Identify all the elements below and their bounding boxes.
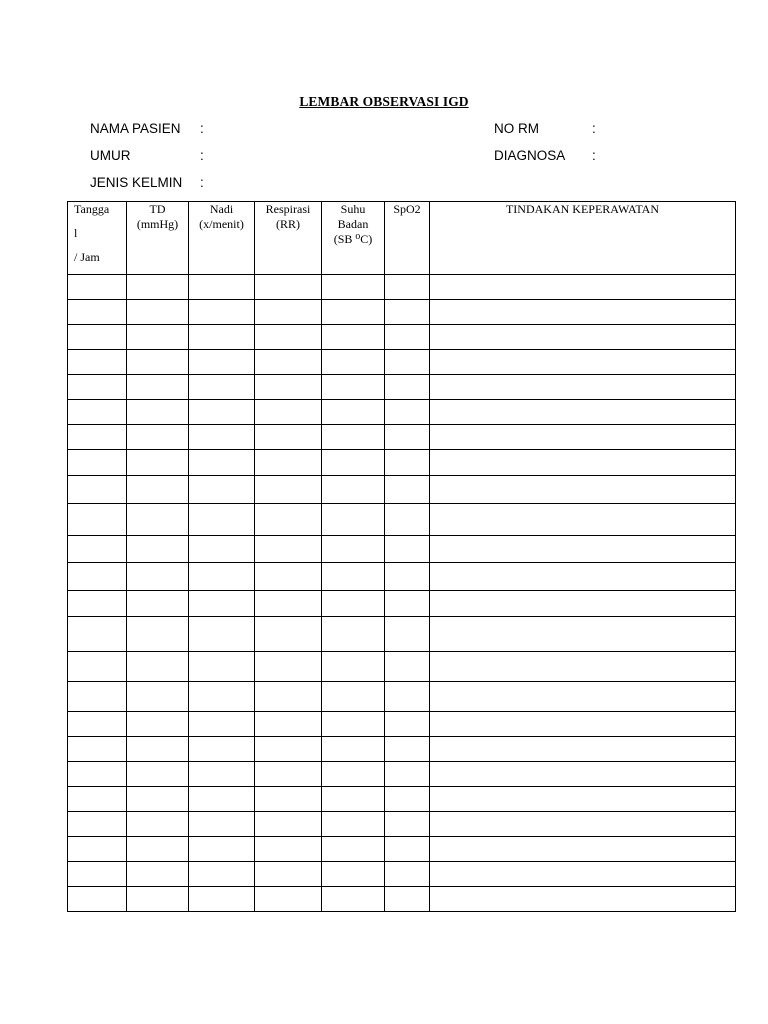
table-cell[interactable] (385, 536, 430, 563)
table-row (68, 350, 736, 375)
table-cell[interactable] (385, 862, 430, 887)
field-label: DIAGNOSA (494, 148, 566, 163)
table-row (68, 375, 736, 400)
table-cell[interactable] (255, 862, 322, 887)
table-cell[interactable] (322, 375, 385, 400)
table-row (68, 762, 736, 787)
table-cell[interactable] (430, 504, 736, 536)
observation-table (67, 201, 736, 912)
table-row (68, 425, 736, 450)
table-row (68, 275, 736, 300)
table-row (68, 536, 736, 563)
table-cell[interactable] (127, 563, 189, 591)
table-cell[interactable] (430, 325, 736, 350)
table-cell[interactable] (322, 787, 385, 812)
field-label: NO RM (494, 121, 539, 136)
table-cell[interactable] (255, 450, 322, 476)
header-text: Suhu (340, 202, 366, 216)
table-cell[interactable] (127, 375, 189, 400)
table-cell[interactable] (189, 887, 255, 912)
table-cell[interactable] (255, 762, 322, 787)
table-cell[interactable] (127, 591, 189, 617)
header-text: (mmHg) (136, 217, 179, 231)
table-cell[interactable] (430, 737, 736, 762)
table-cell[interactable] (127, 787, 189, 812)
field-label: UMUR (90, 148, 131, 163)
table-cell[interactable] (189, 450, 255, 476)
table-cell[interactable] (430, 887, 736, 912)
table-row (68, 504, 736, 536)
table-row (68, 617, 736, 652)
table-cell[interactable] (322, 862, 385, 887)
table-cell[interactable] (189, 682, 255, 712)
header-text: Nadi (209, 202, 234, 216)
table-cell[interactable] (127, 275, 189, 300)
table-cell[interactable] (189, 300, 255, 325)
table-cell[interactable] (255, 325, 322, 350)
table-cell[interactable] (189, 737, 255, 762)
table-row (68, 737, 736, 762)
table-cell[interactable] (127, 350, 189, 375)
table-cell[interactable] (430, 476, 736, 504)
table-cell[interactable] (322, 737, 385, 762)
table-cell[interactable] (68, 812, 127, 837)
table-cell[interactable] (430, 350, 736, 375)
table-cell[interactable] (430, 450, 736, 476)
table-cell[interactable] (385, 682, 430, 712)
table-row (68, 450, 736, 476)
table-cell[interactable] (189, 862, 255, 887)
table-cell[interactable] (322, 350, 385, 375)
table-cell[interactable] (189, 812, 255, 837)
table-row (68, 591, 736, 617)
table-cell[interactable] (68, 563, 127, 591)
table-row (68, 325, 736, 350)
table-cell[interactable] (255, 275, 322, 300)
table-cell[interactable] (430, 536, 736, 563)
table-cell[interactable] (189, 652, 255, 682)
table-cell[interactable] (68, 887, 127, 912)
table-cell[interactable] (430, 652, 736, 682)
table-cell[interactable] (322, 812, 385, 837)
table-cell[interactable] (385, 504, 430, 536)
table-cell[interactable] (68, 536, 127, 563)
table-cell[interactable] (322, 450, 385, 476)
table-cell[interactable] (322, 536, 385, 563)
header-tanggal-jam (68, 202, 127, 275)
table-cell[interactable] (255, 400, 322, 425)
table-cell[interactable] (322, 617, 385, 652)
table-cell[interactable] (189, 591, 255, 617)
table-cell[interactable] (189, 375, 255, 400)
table-cell[interactable] (189, 536, 255, 563)
table-cell[interactable] (385, 837, 430, 862)
table-cell[interactable] (385, 450, 430, 476)
table-cell[interactable] (68, 591, 127, 617)
table-row (68, 400, 736, 425)
table-row (68, 300, 736, 325)
table-cell[interactable] (127, 812, 189, 837)
table-cell[interactable] (127, 887, 189, 912)
table-cell[interactable] (430, 712, 736, 737)
table-cell[interactable] (68, 837, 127, 862)
table-cell[interactable] (430, 300, 736, 325)
table-cell[interactable] (430, 787, 736, 812)
table-cell[interactable] (385, 591, 430, 617)
table-cell[interactable] (189, 350, 255, 375)
table-cell[interactable] (68, 737, 127, 762)
table-cell[interactable] (430, 563, 736, 591)
table-row (68, 812, 736, 837)
table-cell[interactable] (255, 652, 322, 682)
table-cell[interactable] (385, 712, 430, 737)
table-cell[interactable] (385, 652, 430, 682)
table-body (68, 275, 736, 912)
table-cell[interactable] (385, 476, 430, 504)
table-cell[interactable] (68, 617, 127, 652)
header-tindakan-keperawatan (430, 202, 736, 275)
table-row (68, 862, 736, 887)
table-cell[interactable] (189, 617, 255, 652)
table-cell[interactable] (255, 712, 322, 737)
table-cell[interactable] (385, 400, 430, 425)
table-cell[interactable] (255, 887, 322, 912)
table-cell[interactable] (385, 617, 430, 652)
table-cell[interactable] (127, 536, 189, 563)
table-row (68, 712, 736, 737)
table-cell[interactable] (189, 787, 255, 812)
table-cell[interactable] (385, 762, 430, 787)
table-cell[interactable] (430, 682, 736, 712)
table-cell[interactable] (127, 476, 189, 504)
header-text: (x/menit) (199, 217, 244, 231)
table-cell[interactable] (430, 591, 736, 617)
table-cell[interactable] (255, 563, 322, 591)
table-cell[interactable] (68, 375, 127, 400)
table-cell[interactable] (255, 591, 322, 617)
table-cell[interactable] (385, 737, 430, 762)
table-cell[interactable] (322, 275, 385, 300)
field-label: JENIS KELMIN (90, 175, 183, 190)
table-cell[interactable] (68, 275, 127, 300)
table-cell[interactable] (68, 862, 127, 887)
table-cell[interactable] (322, 682, 385, 712)
table-cell[interactable] (127, 652, 189, 682)
table-cell[interactable] (127, 450, 189, 476)
table-cell[interactable] (68, 350, 127, 375)
table-cell[interactable] (255, 375, 322, 400)
table-cell[interactable] (322, 325, 385, 350)
table-cell[interactable] (189, 476, 255, 504)
table-cell[interactable] (430, 812, 736, 837)
table-cell[interactable] (68, 425, 127, 450)
table-row (68, 787, 736, 812)
field-colon: : (592, 121, 596, 136)
table-cell[interactable] (430, 275, 736, 300)
field-label: NAMA PASIEN (90, 121, 181, 136)
header-text: SpO2 (393, 202, 421, 216)
table-cell[interactable] (385, 350, 430, 375)
field-colon: : (200, 175, 204, 190)
table-cell[interactable] (68, 712, 127, 737)
table-cell[interactable] (385, 325, 430, 350)
table-cell[interactable] (189, 275, 255, 300)
table-cell[interactable] (127, 504, 189, 536)
header-text: Tangga (74, 202, 110, 216)
table-cell[interactable] (255, 617, 322, 652)
table-cell[interactable] (430, 375, 736, 400)
table-cell[interactable] (322, 762, 385, 787)
table-cell[interactable] (255, 737, 322, 762)
header-text: Respirasi (265, 202, 311, 216)
table-cell[interactable] (68, 504, 127, 536)
table-cell[interactable] (189, 563, 255, 591)
table-cell[interactable] (127, 762, 189, 787)
header-text: l (74, 226, 78, 240)
table-cell[interactable] (68, 300, 127, 325)
table-cell[interactable] (430, 837, 736, 862)
table-row (68, 563, 736, 591)
table-cell[interactable] (255, 536, 322, 563)
table-cell[interactable] (322, 887, 385, 912)
table-cell[interactable] (322, 563, 385, 591)
table-cell[interactable] (430, 862, 736, 887)
table-cell[interactable] (322, 476, 385, 504)
table-cell[interactable] (189, 325, 255, 350)
table-row (68, 682, 736, 712)
table-cell[interactable] (322, 400, 385, 425)
table-cell[interactable] (68, 787, 127, 812)
table-cell[interactable] (385, 887, 430, 912)
header-td (127, 202, 189, 275)
page-title: LEMBAR OBSERVASI IGD (299, 94, 469, 109)
field-colon: : (592, 148, 596, 163)
table-cell[interactable] (68, 652, 127, 682)
table-cell[interactable] (68, 762, 127, 787)
table-cell[interactable] (255, 476, 322, 504)
header-nadi (189, 202, 255, 275)
table-row (68, 476, 736, 504)
table-cell[interactable] (68, 400, 127, 425)
field-colon: : (200, 121, 204, 136)
table-cell[interactable] (255, 682, 322, 712)
table-row (68, 837, 736, 862)
table-cell[interactable] (430, 425, 736, 450)
table-cell[interactable] (255, 837, 322, 862)
table-cell[interactable] (385, 275, 430, 300)
header-spo2 (385, 202, 430, 275)
table-cell[interactable] (189, 837, 255, 862)
header-text: / Jam (74, 250, 100, 264)
table-cell[interactable] (322, 300, 385, 325)
table-cell[interactable] (127, 617, 189, 652)
table-cell[interactable] (322, 837, 385, 862)
table-cell[interactable] (68, 450, 127, 476)
table-cell[interactable] (255, 787, 322, 812)
table-cell[interactable] (322, 712, 385, 737)
table-cell[interactable] (127, 862, 189, 887)
table-cell[interactable] (322, 652, 385, 682)
header-text: TINDAKAN KEPERAWATAN (505, 202, 660, 216)
table-cell[interactable] (430, 762, 736, 787)
table-cell[interactable] (189, 425, 255, 450)
table-cell[interactable] (255, 812, 322, 837)
table-cell[interactable] (385, 425, 430, 450)
table-cell[interactable] (385, 300, 430, 325)
header-text: TD (149, 202, 166, 216)
table-cell[interactable] (127, 425, 189, 450)
table-cell[interactable] (127, 400, 189, 425)
field-colon: : (200, 148, 204, 163)
table-cell[interactable] (68, 476, 127, 504)
table-cell[interactable] (430, 617, 736, 652)
table-cell[interactable] (385, 375, 430, 400)
table-cell[interactable] (189, 712, 255, 737)
table-cell[interactable] (127, 712, 189, 737)
table-cell[interactable] (127, 300, 189, 325)
table-cell[interactable] (68, 325, 127, 350)
table-cell[interactable] (385, 563, 430, 591)
table-cell[interactable] (68, 682, 127, 712)
header-text: (SB ⁰C) (333, 232, 373, 246)
table-cell[interactable] (189, 400, 255, 425)
table-cell[interactable] (127, 682, 189, 712)
header-text: Badan (337, 217, 369, 231)
table-cell[interactable] (127, 737, 189, 762)
table-cell[interactable] (430, 400, 736, 425)
table-cell[interactable] (127, 325, 189, 350)
table-cell[interactable] (255, 425, 322, 450)
table-row (68, 887, 736, 912)
table-cell[interactable] (322, 425, 385, 450)
table-cell[interactable] (189, 504, 255, 536)
table-cell[interactable] (255, 300, 322, 325)
table-cell[interactable] (322, 504, 385, 536)
table-cell[interactable] (385, 787, 430, 812)
table-row (68, 652, 736, 682)
header-suhu-badan (322, 202, 385, 275)
header-text: (RR) (276, 217, 300, 231)
table-cell[interactable] (255, 504, 322, 536)
table-cell[interactable] (322, 591, 385, 617)
table-cell[interactable] (127, 837, 189, 862)
table-cell[interactable] (255, 350, 322, 375)
table-cell[interactable] (385, 812, 430, 837)
header-respirasi (255, 202, 322, 275)
table-cell[interactable] (189, 762, 255, 787)
table-header-row (68, 202, 736, 275)
